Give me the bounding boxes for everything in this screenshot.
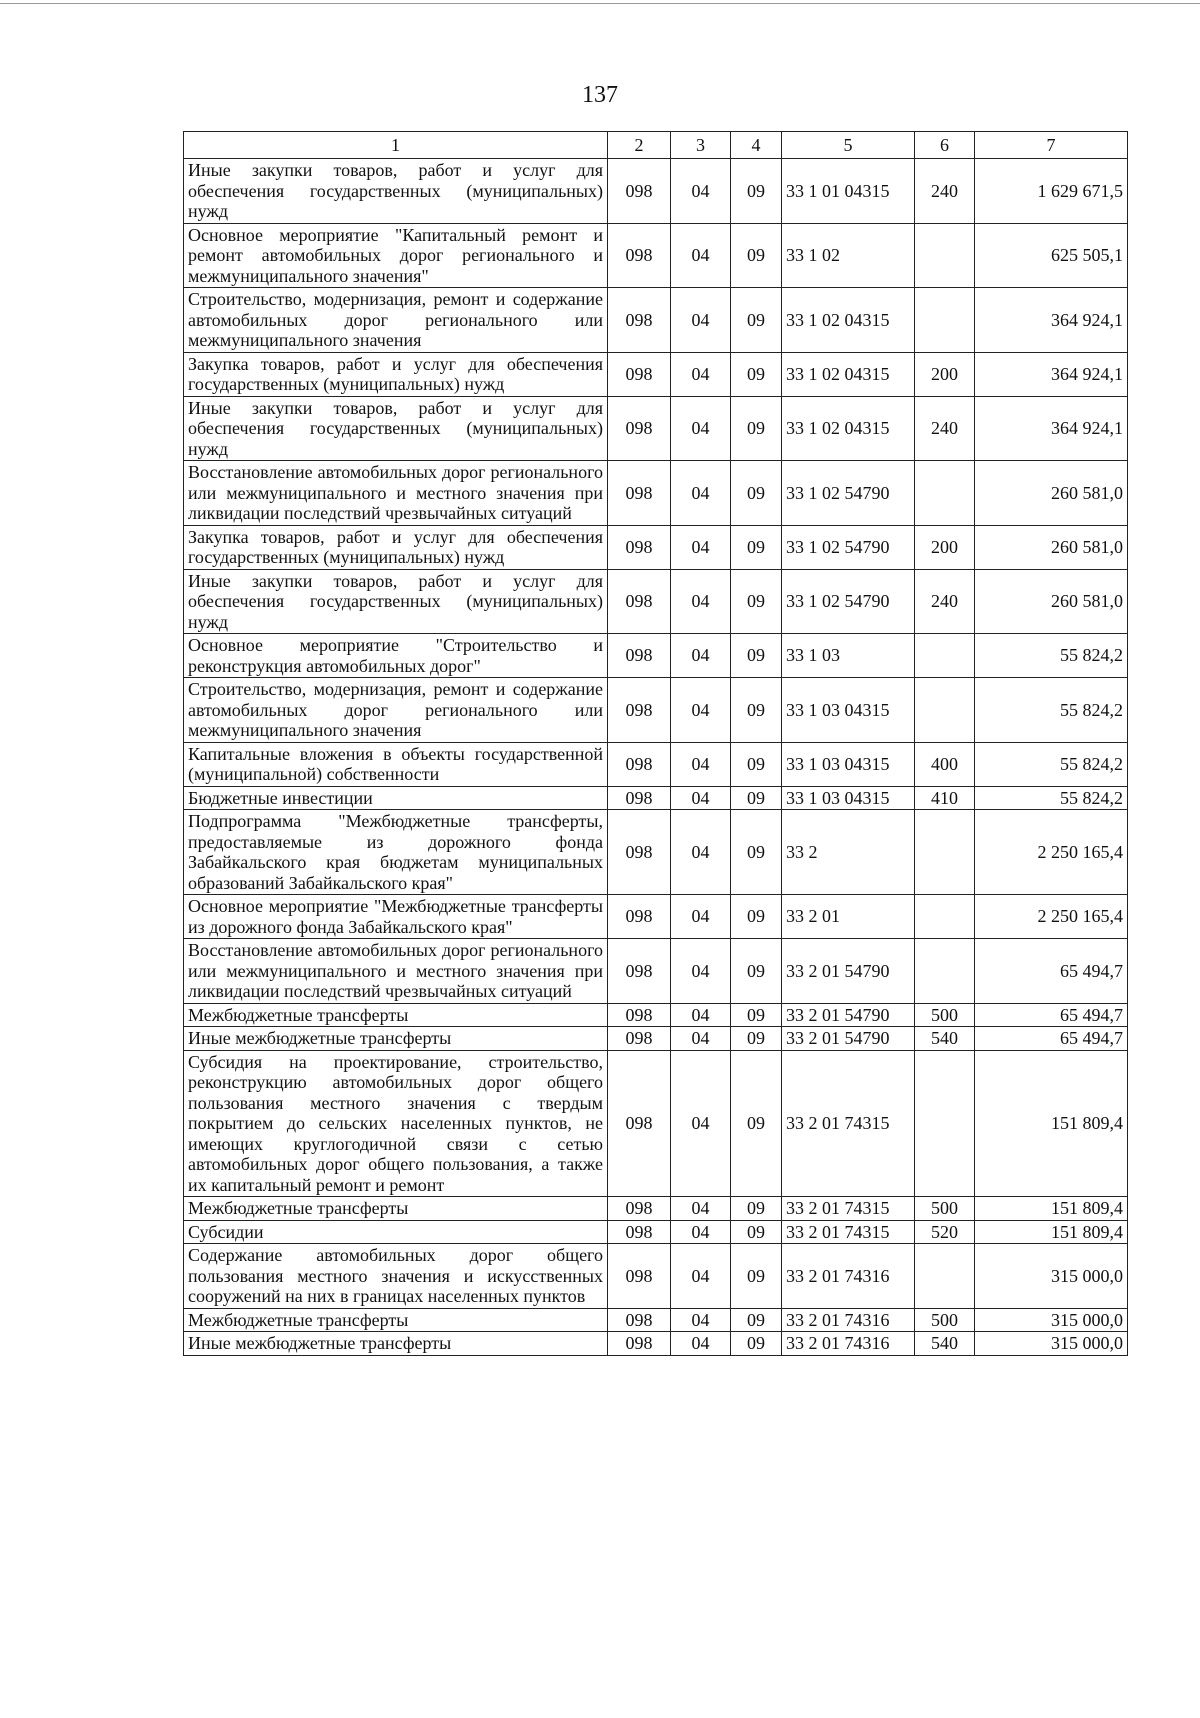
row-section: 04	[671, 1050, 731, 1197]
column-header: 1	[184, 132, 608, 159]
row-name: Восстановление автомобильных дорог регионального или межмуниципального и местного значения при ликвидации последствий чрезвычайных ситуаций	[184, 939, 608, 1004]
row-admin-code: 098	[608, 159, 671, 224]
row-name: Субсидии	[184, 1220, 608, 1244]
row-amount: 65 494,7	[975, 939, 1128, 1004]
row-subsection: 09	[731, 1244, 782, 1309]
row-section: 04	[671, 810, 731, 895]
row-section: 04	[671, 396, 731, 461]
row-admin-code: 098	[608, 786, 671, 810]
row-subsection: 09	[731, 634, 782, 678]
row-admin-code: 098	[608, 634, 671, 678]
row-section: 04	[671, 678, 731, 743]
row-amount: 625 505,1	[975, 223, 1128, 288]
row-subsection: 09	[731, 159, 782, 224]
row-subsection: 09	[731, 352, 782, 396]
row-target-article: 33 1 02 04315	[782, 396, 915, 461]
row-admin-code: 098	[608, 288, 671, 353]
table-row	[184, 939, 1128, 1004]
table-row	[184, 288, 1128, 353]
table-row	[184, 461, 1128, 526]
row-expense-type	[915, 1050, 975, 1197]
row-name: Межбюджетные трансферты	[184, 1308, 608, 1332]
row-target-article: 33 2 01 54790	[782, 1027, 915, 1051]
row-subsection: 09	[731, 1050, 782, 1197]
row-expense-type: 540	[915, 1027, 975, 1051]
row-subsection: 09	[731, 1003, 782, 1027]
row-amount: 55 824,2	[975, 786, 1128, 810]
row-name: Закупка товаров, работ и услуг для обеспечения государственных (муниципальных) нужд	[184, 352, 608, 396]
row-admin-code: 098	[608, 742, 671, 786]
row-amount: 151 809,4	[975, 1050, 1128, 1197]
row-section: 04	[671, 1220, 731, 1244]
row-target-article: 33 2 01 54790	[782, 1003, 915, 1027]
row-expense-type	[915, 634, 975, 678]
row-name: Бюджетные инвестиции	[184, 786, 608, 810]
table-row	[184, 634, 1128, 678]
row-admin-code: 098	[608, 810, 671, 895]
table-row	[184, 223, 1128, 288]
row-expense-type: 500	[915, 1003, 975, 1027]
row-admin-code: 098	[608, 1050, 671, 1197]
table-row	[184, 1244, 1128, 1309]
row-name: Иные межбюджетные трансферты	[184, 1027, 608, 1051]
row-expense-type	[915, 939, 975, 1004]
row-amount: 55 824,2	[975, 634, 1128, 678]
row-target-article: 33 1 02 54790	[782, 525, 915, 569]
table-row	[184, 525, 1128, 569]
row-name: Иные межбюджетные трансферты	[184, 1332, 608, 1356]
row-expense-type	[915, 288, 975, 353]
row-subsection: 09	[731, 288, 782, 353]
row-target-article: 33 2 01 74316	[782, 1332, 915, 1356]
row-amount: 364 924,1	[975, 288, 1128, 353]
row-subsection: 09	[731, 1308, 782, 1332]
row-section: 04	[671, 461, 731, 526]
row-section: 04	[671, 223, 731, 288]
row-admin-code: 098	[608, 223, 671, 288]
row-expense-type	[915, 1244, 975, 1309]
row-section: 04	[671, 1308, 731, 1332]
row-expense-type	[915, 678, 975, 743]
column-header: 7	[975, 132, 1128, 159]
row-target-article: 33 1 02 54790	[782, 569, 915, 634]
row-expense-type: 500	[915, 1197, 975, 1221]
table-row	[184, 810, 1128, 895]
row-admin-code: 098	[608, 1220, 671, 1244]
row-name: Капитальные вложения в объекты государственной (муниципальной) собственности	[184, 742, 608, 786]
row-admin-code: 098	[608, 1308, 671, 1332]
row-name: Содержание автомобильных дорог общего пользования местного значения и искусственных сооружений на них в границах населенных пунктов	[184, 1244, 608, 1309]
page-number: 137	[582, 82, 618, 108]
row-expense-type: 540	[915, 1332, 975, 1356]
table-row	[184, 1332, 1128, 1356]
row-subsection: 09	[731, 396, 782, 461]
row-subsection: 09	[731, 895, 782, 939]
row-subsection: 09	[731, 1220, 782, 1244]
row-target-article: 33 1 02 04315	[782, 288, 915, 353]
row-admin-code: 098	[608, 1244, 671, 1309]
table-row	[184, 1050, 1128, 1197]
row-section: 04	[671, 1332, 731, 1356]
table-row	[184, 352, 1128, 396]
row-subsection: 09	[731, 525, 782, 569]
row-section: 04	[671, 159, 731, 224]
row-name: Субсидия на проектирование, строительство, реконструкцию автомобильных дорог общего пользования местного значения с твердым покрытием до сельских населенных пунктов, не имеющих круглогодичной связи с сетью автомобильных дорог общего пользования, а также их капитальный ремонт и ремонт	[184, 1050, 608, 1197]
row-amount: 315 000,0	[975, 1244, 1128, 1309]
row-name: Строительство, модернизация, ремонт и содержание автомобильных дорог регионального или межмуниципального значения	[184, 288, 608, 353]
row-subsection: 09	[731, 786, 782, 810]
table-row	[184, 1220, 1128, 1244]
row-target-article: 33 2 01 74315	[782, 1220, 915, 1244]
row-expense-type: 200	[915, 352, 975, 396]
row-target-article: 33 2 01 74315	[782, 1197, 915, 1221]
row-section: 04	[671, 742, 731, 786]
row-name: Основное мероприятие "Строительство и реконструкция автомобильных дорог"	[184, 634, 608, 678]
row-name: Межбюджетные трансферты	[184, 1003, 608, 1027]
row-name: Иные закупки товаров, работ и услуг для обеспечения государственных (муниципальных) нужд	[184, 396, 608, 461]
row-amount: 151 809,4	[975, 1220, 1128, 1244]
row-target-article: 33 1 03	[782, 634, 915, 678]
row-subsection: 09	[731, 678, 782, 743]
table-row	[184, 1003, 1128, 1027]
row-subsection: 09	[731, 810, 782, 895]
row-admin-code: 098	[608, 1003, 671, 1027]
row-name: Закупка товаров, работ и услуг для обеспечения государственных (муниципальных) нужд	[184, 525, 608, 569]
column-header: 3	[671, 132, 731, 159]
table-row	[184, 1197, 1128, 1221]
row-admin-code: 098	[608, 396, 671, 461]
row-section: 04	[671, 352, 731, 396]
row-expense-type: 410	[915, 786, 975, 810]
row-subsection: 09	[731, 1332, 782, 1356]
row-admin-code: 098	[608, 569, 671, 634]
column-header: 2	[608, 132, 671, 159]
table-row	[184, 396, 1128, 461]
row-expense-type	[915, 810, 975, 895]
row-target-article: 33 2 01 74316	[782, 1244, 915, 1309]
row-admin-code: 098	[608, 525, 671, 569]
row-target-article: 33 1 02 04315	[782, 352, 915, 396]
row-expense-type	[915, 895, 975, 939]
row-amount: 151 809,4	[975, 1197, 1128, 1221]
row-expense-type: 240	[915, 569, 975, 634]
row-admin-code: 098	[608, 678, 671, 743]
row-admin-code: 098	[608, 352, 671, 396]
row-name: Иные закупки товаров, работ и услуг для обеспечения государственных (муниципальных) нужд	[184, 159, 608, 224]
scan-edge-top	[0, 3, 1200, 4]
table-row	[184, 742, 1128, 786]
row-expense-type: 200	[915, 525, 975, 569]
row-target-article: 33 2	[782, 810, 915, 895]
row-section: 04	[671, 569, 731, 634]
row-expense-type: 400	[915, 742, 975, 786]
row-admin-code: 098	[608, 1332, 671, 1356]
row-amount: 65 494,7	[975, 1003, 1128, 1027]
row-target-article: 33 1 03 04315	[782, 786, 915, 810]
row-amount: 315 000,0	[975, 1308, 1128, 1332]
row-amount: 2 250 165,4	[975, 895, 1128, 939]
row-admin-code: 098	[608, 1027, 671, 1051]
row-amount: 364 924,1	[975, 352, 1128, 396]
header-row	[184, 132, 1128, 159]
row-amount: 55 824,2	[975, 678, 1128, 743]
row-subsection: 09	[731, 939, 782, 1004]
row-subsection: 09	[731, 1027, 782, 1051]
row-amount: 55 824,2	[975, 742, 1128, 786]
table-row	[184, 895, 1128, 939]
row-name: Основное мероприятие "Капитальный ремонт и ремонт автомобильных дорог регионального и межмуниципального значения"	[184, 223, 608, 288]
row-expense-type: 520	[915, 1220, 975, 1244]
row-expense-type: 500	[915, 1308, 975, 1332]
column-header: 4	[731, 132, 782, 159]
row-section: 04	[671, 1244, 731, 1309]
row-target-article: 33 2 01	[782, 895, 915, 939]
row-section: 04	[671, 525, 731, 569]
row-name: Строительство, модернизация, ремонт и содержание автомобильных дорог регионального или межмуниципального значения	[184, 678, 608, 743]
row-amount: 364 924,1	[975, 396, 1128, 461]
row-target-article: 33 2 01 74316	[782, 1308, 915, 1332]
table-row	[184, 786, 1128, 810]
row-amount: 65 494,7	[975, 1027, 1128, 1051]
row-expense-type	[915, 223, 975, 288]
row-subsection: 09	[731, 742, 782, 786]
row-target-article: 33 1 03 04315	[782, 742, 915, 786]
row-section: 04	[671, 288, 731, 353]
row-subsection: 09	[731, 223, 782, 288]
table-row	[184, 1027, 1128, 1051]
row-expense-type: 240	[915, 159, 975, 224]
row-section: 04	[671, 1003, 731, 1027]
row-admin-code: 098	[608, 895, 671, 939]
row-name: Восстановление автомобильных дорог регионального или межмуниципального и местного значения при ликвидации последствий чрезвычайных ситуаций	[184, 461, 608, 526]
row-target-article: 33 2 01 54790	[782, 939, 915, 1004]
row-subsection: 09	[731, 1197, 782, 1221]
row-name: Подпрограмма "Межбюджетные трансферты, предоставляемые из дорожного фонда Забайкальского края бюджетам муниципальных образований Забайкальского края"	[184, 810, 608, 895]
table-row	[184, 569, 1128, 634]
table-row	[184, 159, 1128, 224]
row-target-article: 33 2 01 74315	[782, 1050, 915, 1197]
row-name: Межбюджетные трансферты	[184, 1197, 608, 1221]
row-amount: 260 581,0	[975, 525, 1128, 569]
row-section: 04	[671, 786, 731, 810]
row-section: 04	[671, 634, 731, 678]
row-subsection: 09	[731, 461, 782, 526]
row-admin-code: 098	[608, 939, 671, 1004]
row-section: 04	[671, 1027, 731, 1051]
row-amount: 315 000,0	[975, 1332, 1128, 1356]
row-target-article: 33 1 02 54790	[782, 461, 915, 526]
table-row	[184, 1308, 1128, 1332]
row-amount: 260 581,0	[975, 461, 1128, 526]
row-subsection: 09	[731, 569, 782, 634]
row-expense-type: 240	[915, 396, 975, 461]
row-expense-type	[915, 461, 975, 526]
row-admin-code: 098	[608, 1197, 671, 1221]
row-admin-code: 098	[608, 461, 671, 526]
row-target-article: 33 1 02	[782, 223, 915, 288]
row-amount: 2 250 165,4	[975, 810, 1128, 895]
row-target-article: 33 1 01 04315	[782, 159, 915, 224]
row-name: Иные закупки товаров, работ и услуг для обеспечения государственных (муниципальных) нужд	[184, 569, 608, 634]
row-section: 04	[671, 895, 731, 939]
row-section: 04	[671, 939, 731, 1004]
row-amount: 1 629 671,5	[975, 159, 1128, 224]
column-header: 6	[915, 132, 975, 159]
row-name: Основное мероприятие "Межбюджетные трансферты из дорожного фонда Забайкальского края"	[184, 895, 608, 939]
row-amount: 260 581,0	[975, 569, 1128, 634]
table-row	[184, 678, 1128, 743]
row-section: 04	[671, 1197, 731, 1221]
row-target-article: 33 1 03 04315	[782, 678, 915, 743]
budget-table	[183, 131, 1128, 1356]
column-header: 5	[782, 132, 915, 159]
